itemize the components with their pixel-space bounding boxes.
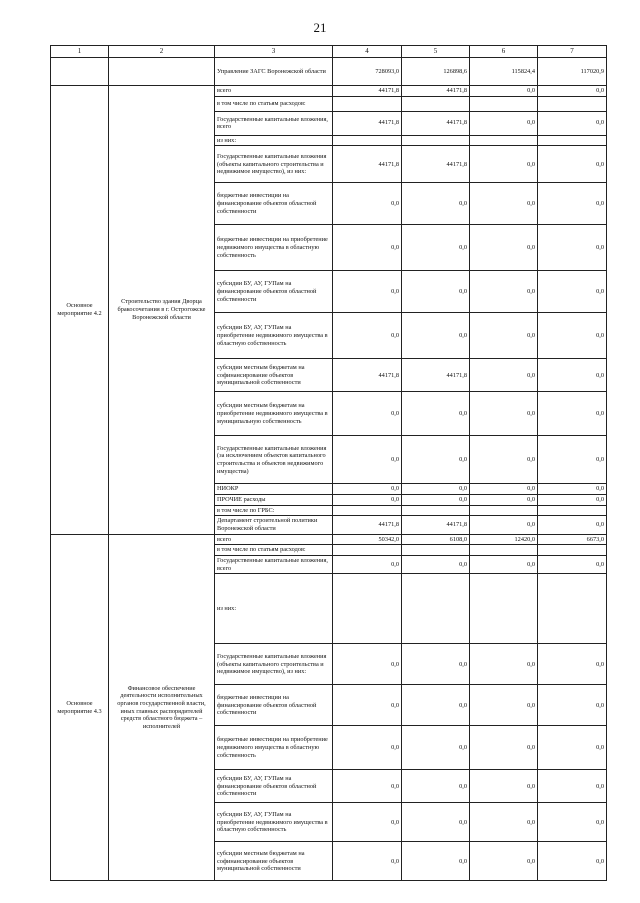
budget-table: [50, 45, 607, 881]
value-cell: 0,0: [470, 271, 538, 313]
value-cell: 0,0: [538, 803, 607, 842]
value-cell: 44171,8: [333, 359, 402, 392]
value-cell: 6673,0: [538, 534, 607, 545]
value-cell: 0,0: [402, 495, 470, 506]
value-cell: 44171,8: [402, 111, 470, 135]
value-cell: 0,0: [333, 436, 402, 484]
value-cell: 0,0: [538, 516, 607, 534]
value-cell: 0,0: [333, 495, 402, 506]
value-cell: 0,0: [402, 313, 470, 359]
value-cell: 0,0: [402, 685, 470, 726]
value-cell: [333, 96, 402, 111]
header-cell: 3: [215, 46, 333, 58]
value-cell: 0,0: [402, 842, 470, 881]
value-cell: [402, 574, 470, 644]
value-cell: 0,0: [402, 183, 470, 225]
row-label: бюджетные инвестиции на приобретение недвижимого имущества в областную собственность: [215, 726, 333, 770]
row-label: субсидии местным бюджетам на софинансирование объектов муниципальной собственности: [215, 842, 333, 881]
value-cell: [333, 135, 402, 146]
value-cell: [333, 574, 402, 644]
empty-cell: [109, 58, 215, 86]
row-label: в том числе по ГРБС:: [215, 505, 333, 516]
value-cell: 0,0: [538, 436, 607, 484]
row-label: Департамент строительной политики Воронежской области: [215, 516, 333, 534]
page-number: 21: [313, 20, 327, 35]
header-cell: 1: [51, 46, 109, 58]
value-cell: 0,0: [470, 436, 538, 484]
header-cell: 2: [109, 46, 215, 58]
value-cell: 0,0: [538, 484, 607, 495]
value-cell: 0,0: [402, 770, 470, 803]
value-cell: 0,0: [538, 313, 607, 359]
value-cell: 0,0: [470, 516, 538, 534]
value-cell: 0,0: [402, 726, 470, 770]
row-label: Государственные капитальные вложения, всего: [215, 111, 333, 135]
value-cell: 0,0: [333, 803, 402, 842]
value-cell: 0,0: [333, 770, 402, 803]
value-cell: 44171,8: [333, 146, 402, 183]
value-cell: 0,0: [470, 556, 538, 574]
value-cell: 44171,8: [333, 516, 402, 534]
value-cell: 0,0: [470, 842, 538, 881]
value-cell: 117020,9: [538, 58, 607, 86]
value-cell: [538, 96, 607, 111]
row-label: всего: [215, 86, 333, 97]
value-cell: 0,0: [333, 842, 402, 881]
value-cell: 0,0: [538, 842, 607, 881]
value-cell: [402, 135, 470, 146]
value-cell: 0,0: [402, 556, 470, 574]
value-cell: 0,0: [333, 392, 402, 436]
value-cell: 0,0: [538, 495, 607, 506]
row-label: из них:: [215, 574, 333, 644]
row-label: Государственные капитальные вложения, всего: [215, 556, 333, 574]
value-cell: 0,0: [470, 803, 538, 842]
row-label: бюджетные инвестиции на финансирование объектов областной собственности: [215, 183, 333, 225]
value-cell: 0,0: [402, 644, 470, 685]
value-cell: 0,0: [470, 685, 538, 726]
value-cell: 6108,0: [402, 534, 470, 545]
row-label: Государственные капитальные вложения (за исключением объектов капитального строительства и объектов недвижимого имущества): [215, 436, 333, 484]
table-row: [51, 534, 607, 545]
row-label: субсидии БУ, АУ, ГУПам на приобретение недвижимого имущества в областную собственность: [215, 803, 333, 842]
value-cell: 0,0: [538, 685, 607, 726]
value-cell: 0,0: [538, 86, 607, 97]
measure-4-2: [51, 86, 607, 535]
row-label: НИОКР: [215, 484, 333, 495]
value-cell: [402, 545, 470, 556]
value-cell: 0,0: [538, 359, 607, 392]
row-label: бюджетные инвестиции на приобретение недвижимого имущества в областную собственность: [215, 225, 333, 271]
value-cell: 0,0: [333, 183, 402, 225]
value-cell: 44171,8: [333, 111, 402, 135]
header-row: [51, 46, 607, 58]
measure-code: Основное мероприятие 4.2: [51, 86, 109, 535]
value-cell: 0,0: [538, 225, 607, 271]
value-cell: [538, 574, 607, 644]
header-cell: 5: [402, 46, 470, 58]
row-label: в том числе по статьям расходов:: [215, 96, 333, 111]
value-cell: 0,0: [470, 111, 538, 135]
value-cell: 0,0: [333, 726, 402, 770]
value-cell: 0,0: [470, 644, 538, 685]
value-cell: [333, 545, 402, 556]
value-cell: 0,0: [470, 392, 538, 436]
value-cell: 0,0: [333, 556, 402, 574]
value-cell: 0,0: [402, 484, 470, 495]
row-label: в том числе по статьям расходов:: [215, 545, 333, 556]
measure-code: Основное мероприятие 4.3: [51, 534, 109, 881]
value-cell: 50342,0: [333, 534, 402, 545]
value-cell: [470, 505, 538, 516]
value-cell: [470, 574, 538, 644]
value-cell: [402, 96, 470, 111]
value-cell: 0,0: [538, 111, 607, 135]
value-cell: 0,0: [470, 726, 538, 770]
row-label: субсидии местным бюджетам на приобретение недвижимого имущества в муниципальную собственность: [215, 392, 333, 436]
value-cell: 0,0: [333, 644, 402, 685]
value-cell: 728093,0: [333, 58, 402, 86]
value-cell: 12420,0: [470, 534, 538, 545]
value-cell: 0,0: [470, 770, 538, 803]
value-cell: 0,0: [333, 484, 402, 495]
measure-title: Строительство здания Дворца бракосочетания в г. Острогожске Воронежской области: [109, 86, 215, 535]
value-cell: 0,0: [402, 392, 470, 436]
row-label: субсидии местным бюджетам на софинансирование объектов муниципальной собственности: [215, 359, 333, 392]
row-label: Управление ЗАГС Воронежской области: [215, 58, 333, 86]
value-cell: 0,0: [538, 271, 607, 313]
table-row: [51, 86, 607, 97]
value-cell: 0,0: [333, 685, 402, 726]
value-cell: 0,0: [333, 313, 402, 359]
value-cell: [470, 135, 538, 146]
value-cell: 0,0: [538, 770, 607, 803]
row-label: из них:: [215, 135, 333, 146]
row-label: субсидии БУ, АУ, ГУПам на финансирование объектов областной собственности: [215, 770, 333, 803]
row-label: субсидии БУ, АУ, ГУПам на приобретение недвижимого имущества в областную собственность: [215, 313, 333, 359]
value-cell: 44171,8: [402, 86, 470, 97]
value-cell: 44171,8: [402, 516, 470, 534]
value-cell: 0,0: [333, 225, 402, 271]
value-cell: 0,0: [470, 359, 538, 392]
row-label: субсидии БУ, АУ, ГУПам на финансирование объектов областной собственности: [215, 271, 333, 313]
value-cell: 0,0: [538, 644, 607, 685]
value-cell: [402, 505, 470, 516]
row-label: бюджетные инвестиции на финансирование объектов областной собственности: [215, 685, 333, 726]
value-cell: 0,0: [402, 271, 470, 313]
header-cell: 6: [470, 46, 538, 58]
value-cell: 115824,4: [470, 58, 538, 86]
value-cell: 0,0: [538, 183, 607, 225]
value-cell: 0,0: [470, 146, 538, 183]
value-cell: 0,0: [402, 225, 470, 271]
value-cell: [538, 135, 607, 146]
value-cell: 0,0: [538, 392, 607, 436]
value-cell: 44171,8: [402, 146, 470, 183]
measure-title: Финансовое обеспечение деятельности исполнительных органов государственной власти, иных главных распорядителей средств областного бюджета – исполнителей: [109, 534, 215, 881]
value-cell: 0,0: [538, 726, 607, 770]
empty-cell: [51, 58, 109, 86]
value-cell: [538, 545, 607, 556]
value-cell: 0,0: [470, 225, 538, 271]
value-cell: 44171,8: [402, 359, 470, 392]
value-cell: [538, 505, 607, 516]
value-cell: [470, 545, 538, 556]
table-row: [51, 58, 607, 86]
row-label: Государственные капитальные вложения (объекты капитального строительства и недвижимое имущество), из них:: [215, 644, 333, 685]
value-cell: 0,0: [402, 803, 470, 842]
value-cell: 126898,6: [402, 58, 470, 86]
value-cell: 0,0: [470, 313, 538, 359]
value-cell: [333, 505, 402, 516]
value-cell: 0,0: [538, 146, 607, 183]
row-label: Государственные капитальные вложения (объекты капитального строительства и недвижимое имущество), из них:: [215, 146, 333, 183]
value-cell: 0,0: [470, 86, 538, 97]
value-cell: 0,0: [333, 271, 402, 313]
value-cell: 0,0: [470, 183, 538, 225]
row-label: ПРОЧИЕ расходы: [215, 495, 333, 506]
value-cell: 0,0: [402, 436, 470, 484]
value-cell: 0,0: [470, 495, 538, 506]
row-label: всего: [215, 534, 333, 545]
measure-4-3: [51, 534, 607, 881]
value-cell: 44171,8: [333, 86, 402, 97]
value-cell: 0,0: [538, 556, 607, 574]
value-cell: [470, 96, 538, 111]
header-cell: 4: [333, 46, 402, 58]
value-cell: 0,0: [470, 484, 538, 495]
header-cell: 7: [538, 46, 607, 58]
